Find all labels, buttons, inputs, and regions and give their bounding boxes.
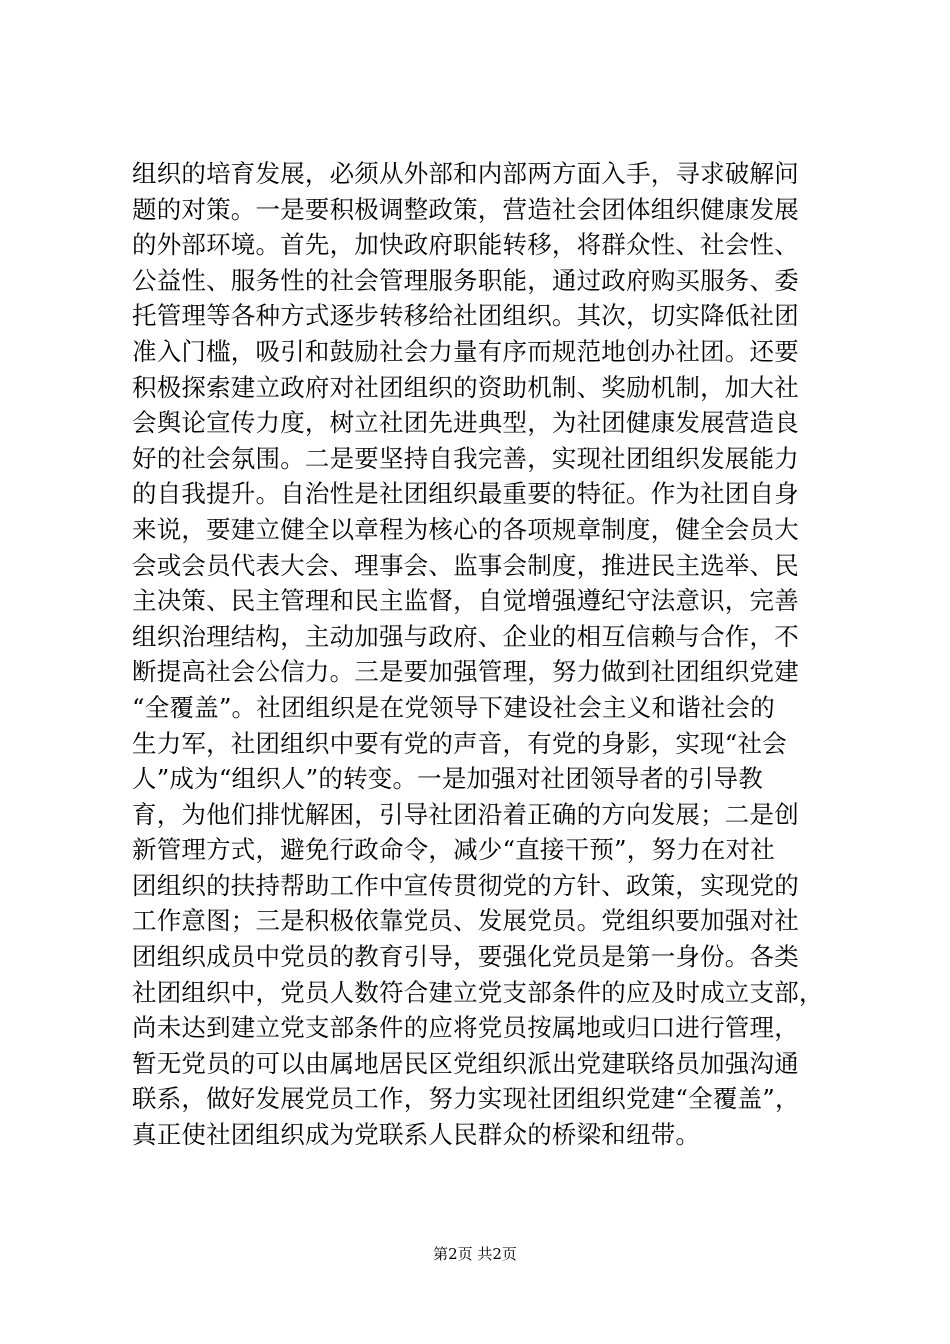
text-line-20: 新管理方式，避免行政命令，减少“直接干预”，努力在对社 — [132, 835, 775, 865]
text-line-7: 积极探索建立政府对社团组织的资助机制、奖励机制，加大社 — [132, 372, 799, 402]
text-line-14: 组织治理结构，主动加强与政府、企业的相互信赖与合作，不 — [132, 621, 799, 651]
text-line-11: 来说，要建立健全以章程为核心的各项规章制度，健全会员大 — [132, 514, 799, 544]
text-line-16: “全覆盖”。社团组织是在党领导下建设社会主义和谐社会的 — [132, 692, 775, 722]
text-line-5: 托管理等各种方式逐步转移给社团组织。其次，切实降低社团 — [132, 301, 799, 331]
text-line-21: 团组织的扶持帮助工作中宣传贯彻党的方针、政策，实现党的 — [132, 870, 799, 900]
text-line-10: 的自我提升。自治性是社团组织最重要的特征。作为社团自身 — [132, 479, 799, 509]
text-line-13: 主决策、民主管理和民主监督，自觉增强遵纪守法意识，完善 — [132, 586, 799, 616]
text-line-2: 题的对策。一是要积极调整政策，营造社会团体组织健康发展 — [132, 194, 799, 224]
page-number-label: 第2页 共2页 — [433, 1245, 517, 1263]
body-paragraph — [132, 156, 832, 1153]
text-line-6: 准入门槛，吸引和鼓励社会力量有序而规范地创办社团。还要 — [132, 336, 799, 366]
text-line-4: 公益性、服务性的社会管理服务职能，通过政府购买服务、委 — [132, 265, 799, 295]
text-line-1: 组织的培育发展，必须从外部和内部两方面入手，寻求破解问 — [132, 159, 799, 188]
text-line-28: 真正使社团组织成为党联系人民群众的桥梁和纽带。 — [132, 1120, 701, 1150]
text-line-9: 好的社会氛围。二是要坚持自我完善，实现社团组织发展能力 — [132, 443, 799, 473]
text-line-12: 会或会员代表大会、理事会、监事会制度，推进民主选举、民 — [132, 550, 799, 580]
text-line-24: 社团组织中，党员人数符合建立党支部条件的应及时成立支部， — [132, 977, 824, 1007]
text-line-3: 的外部环境。首先，加快政府职能转移，将群众性、社会性、 — [132, 230, 799, 260]
text-line-22: 工作意图；三是积极依靠党员、发展党员。党组织要加强对社 — [132, 906, 799, 936]
text-line-8: 会舆论宣传力度，树立社团先进典型，为社团健康发展营造良 — [132, 408, 799, 438]
text-line-27: 联系，做好发展党员工作，努力实现社团组织党建“全覆盖”， — [132, 1084, 800, 1114]
text-line-17: 生力军，社团组织中要有党的声音，有党的身影，实现“社会 — [132, 728, 787, 758]
text-line-15: 断提高社会公信力。三是要加强管理，努力做到社团组织党建 — [132, 657, 799, 687]
text-line-25: 尚未达到建立党支部条件的应将党员按属地或归口进行管理， — [132, 1013, 799, 1043]
text-line-26: 暂无党员的可以由属地居民区党组织派出党建联络员加强沟通 — [132, 1048, 799, 1078]
text-line-23: 团组织成员中党员的教育引导，要强化党员是第一身份。各类 — [132, 942, 799, 972]
page-footer — [0, 1244, 950, 1264]
text-line-18: 人”成为“组织人”的转变。一是加强对社团领导者的引导教 — [132, 764, 763, 794]
text-line-19: 育，为他们排忧解困，引导社团沿着正确的方向发展；二是创 — [132, 799, 799, 829]
